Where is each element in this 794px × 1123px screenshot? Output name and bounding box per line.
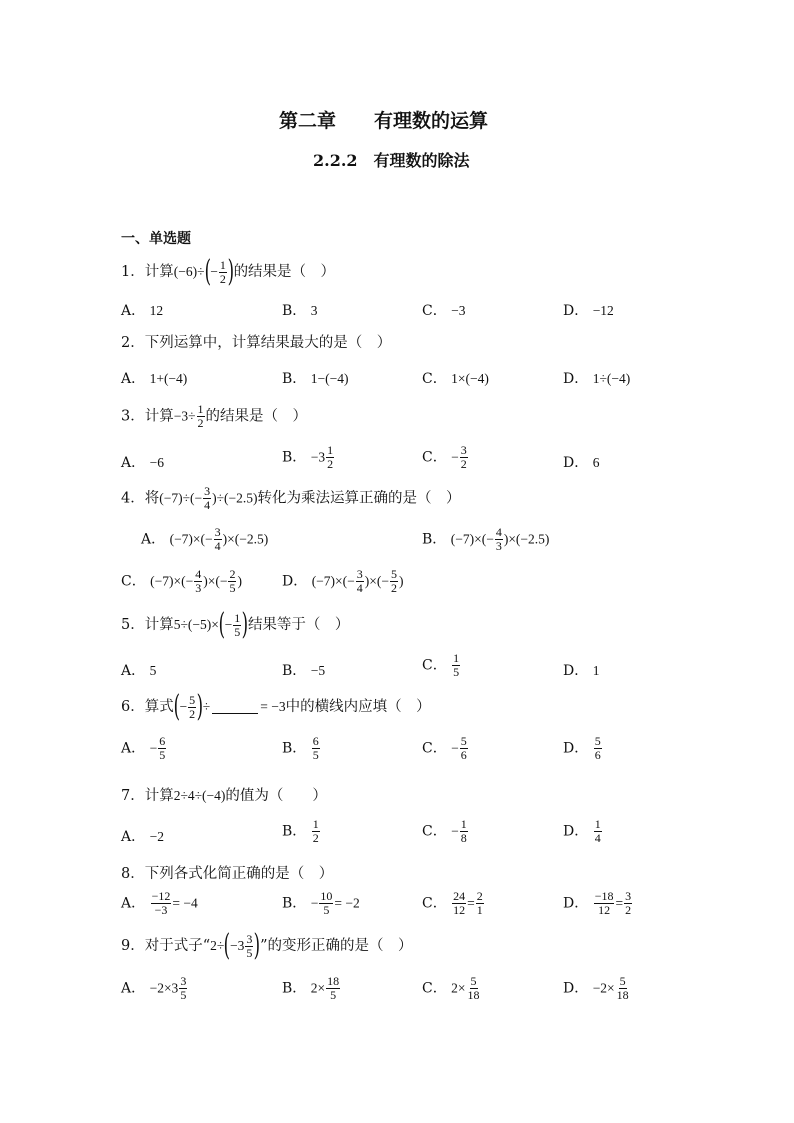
q8-option-b[interactable]: B． − $\frac{10}{5}$ = −2: [282, 889, 360, 917]
q4-option-a[interactable]: A． (−7)×(− $\frac{3}{4}$ )×(−2.5): [141, 525, 269, 553]
q1-option-a[interactable]: A． 12: [121, 303, 164, 319]
q9-option-c[interactable]: C． 2× $\frac{5}{18}$: [422, 974, 480, 1002]
q9-option-b[interactable]: B． 2× $\frac{18}{5}$: [282, 974, 340, 1002]
q5-option-c[interactable]: C． $\frac{1}{5}$: [422, 651, 460, 679]
question-9: 9．对于式子“2÷(−3 $\frac{3}{5}$ )”的变形正确的是（ ）: [121, 928, 413, 963]
q4-option-c[interactable]: C． (−7)×(− $\frac{4}{3}$ )×(− $\frac{2}{5}$ ): [121, 567, 242, 595]
q8-option-d[interactable]: D． $\frac{-18}{12}$ = $\frac{3}{2}$: [563, 889, 632, 917]
q1-option-b[interactable]: B． 3: [282, 303, 318, 319]
q3-option-d[interactable]: D． 6: [563, 455, 600, 471]
q3-option-c[interactable]: C． − $\frac{3}{2}$: [422, 443, 467, 471]
q7-option-d[interactable]: D． $\frac{1}{4}$: [563, 817, 601, 845]
q1-option-c[interactable]: C． −3: [422, 303, 466, 319]
question-5: 5．计算5÷(−5)×(− $\frac{1}{5}$ )结果等于（ ）: [121, 607, 350, 642]
q2-option-b[interactable]: B． 1−(−4): [282, 371, 349, 387]
question-2: 2．下列运算中，计算结果最大的是（ ）: [121, 335, 392, 351]
q6-option-b[interactable]: B． $\frac{6}{5}$: [282, 734, 319, 762]
section-heading: 一、单选题: [121, 231, 191, 247]
q8-option-c[interactable]: C． $\frac{24}{12}$ = $\frac{2}{1}$: [422, 889, 483, 917]
q1-option-d[interactable]: D． −12: [563, 303, 614, 319]
q3-option-a[interactable]: A． −6: [121, 455, 164, 471]
chapter-title: 第二章 有理数的运算: [279, 110, 489, 132]
answer-blank[interactable]: [212, 701, 258, 714]
q6-option-d[interactable]: D． $\frac{5}{6}$: [563, 734, 601, 762]
question-4: 4．将(−7)÷(− $\frac{3}{4}$ )÷(−2.5)转化为乘法运算正确的是（ ）: [121, 484, 461, 512]
question-1: 1．计算(−6)÷(− $\frac{1}{2}$ )的结果是（ ）: [121, 254, 336, 289]
question-7: 7．计算2÷4÷(−4)的值为（ ）: [121, 788, 327, 804]
q7-option-c[interactable]: C． − $\frac{1}{8}$: [422, 817, 467, 845]
q9-option-d[interactable]: D． −2× $\frac{5}{18}$: [563, 974, 629, 1002]
q8-option-a[interactable]: A． $\frac{-12}{-3}$ = −4: [121, 889, 198, 917]
question-6: 6．算式(− $\frac{5}{2}$ )÷ = −3中的横线内应填（ ）: [121, 689, 431, 724]
q6-option-a[interactable]: A． − $\frac{6}{5}$: [121, 734, 166, 762]
q6-option-c[interactable]: C． − $\frac{5}{6}$: [422, 734, 467, 762]
q7-option-b[interactable]: B． $\frac{1}{2}$: [282, 817, 319, 845]
q5-option-b[interactable]: B． −5: [282, 663, 326, 679]
q2-option-d[interactable]: D． 1÷(−4): [563, 371, 631, 387]
question-8: 8．下列各式化简正确的是（ ）: [121, 866, 334, 882]
q9-option-a[interactable]: A． −2×3 $\frac{3}{5}$: [121, 974, 187, 1002]
q2-option-c[interactable]: C． 1×(−4): [422, 371, 489, 387]
q7-option-a[interactable]: A． −2: [121, 829, 164, 845]
q5-option-d[interactable]: D． 1: [563, 663, 600, 679]
lesson-title: 2.2.2 有理数的除法: [313, 151, 470, 170]
q2-option-a[interactable]: A． 1+(−4): [121, 371, 188, 387]
question-3: 3．计算−3÷ $\frac{1}{2}$ 的结果是（ ）: [121, 402, 308, 430]
q4-option-b[interactable]: B． (−7)×(− $\frac{4}{3}$ )×(−2.5): [422, 525, 550, 553]
q5-option-a[interactable]: A． 5: [121, 663, 157, 679]
q4-option-d[interactable]: D． (−7)×(− $\frac{3}{4}$ )×(− $\frac{5}{2}$ ): [282, 567, 404, 595]
q3-option-b[interactable]: B． −3 $\frac{1}{2}$: [282, 443, 334, 471]
